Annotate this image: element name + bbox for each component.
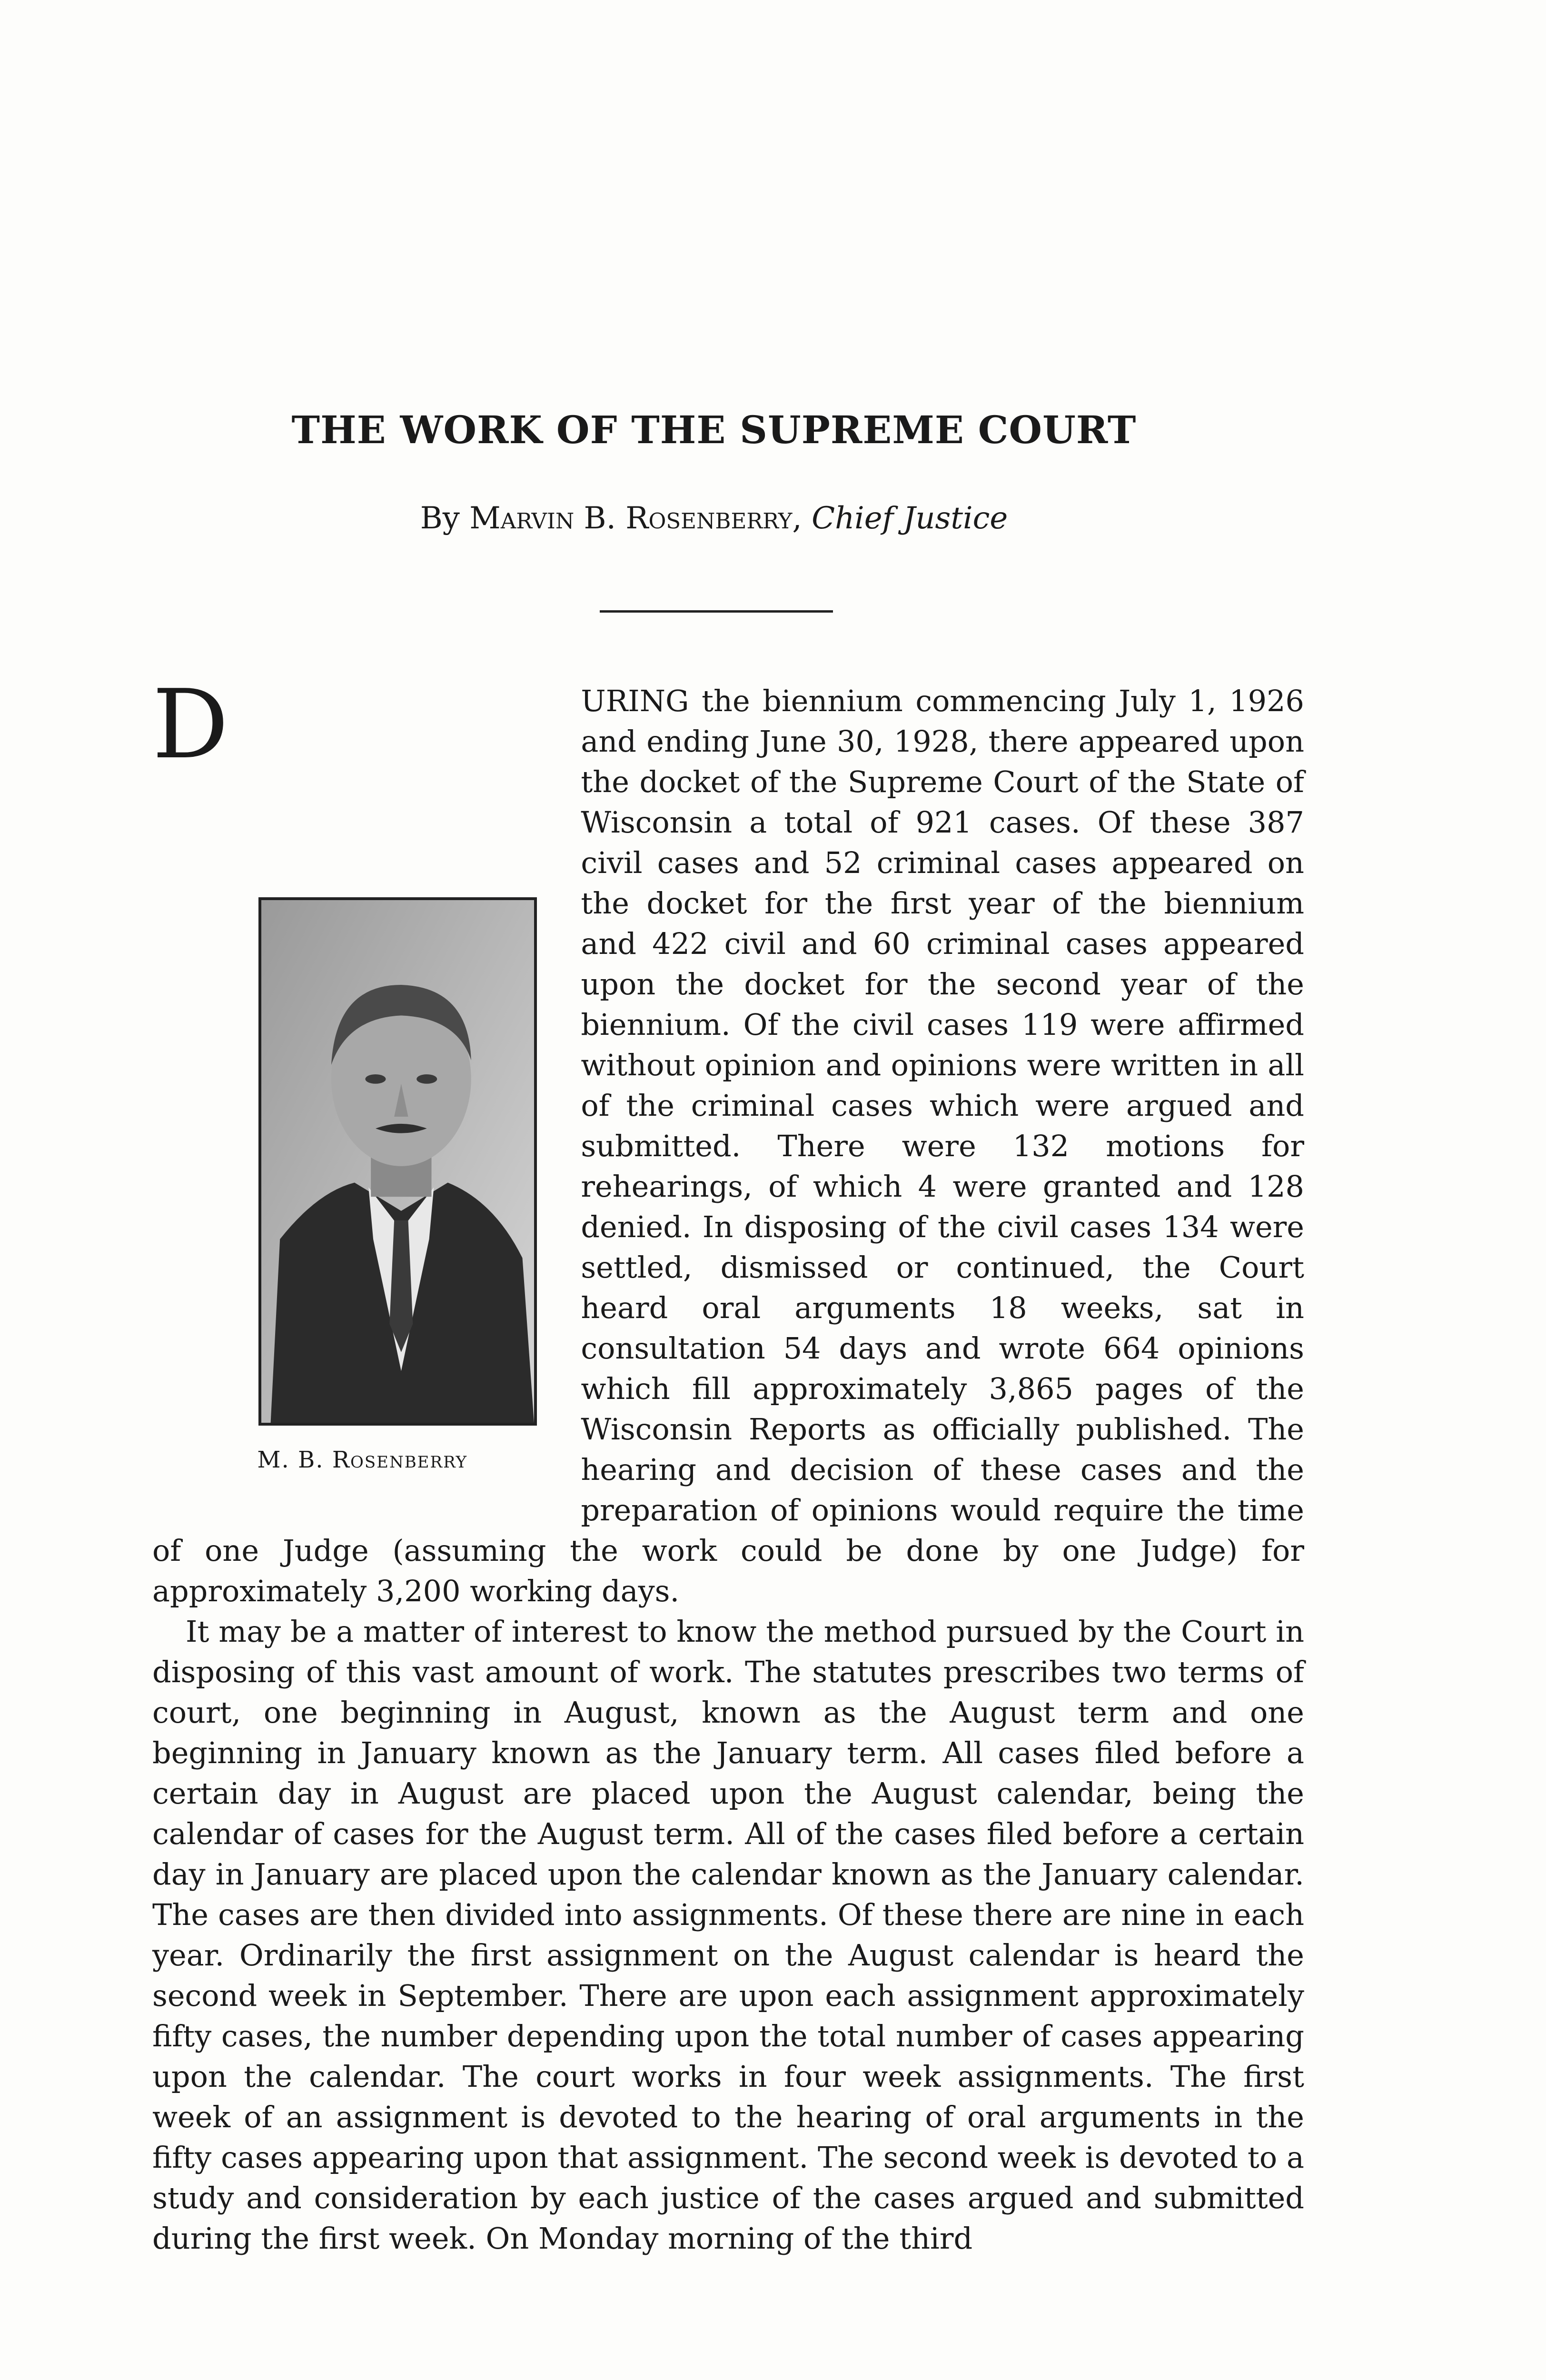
portrait-figure xyxy=(248,897,547,1490)
portrait-image xyxy=(261,900,534,1423)
portrait-photo xyxy=(258,897,537,1426)
portrait-caption: M. B. Rosenberry xyxy=(257,1447,468,1473)
paragraph-1-text: URING the biennium commencing July 1, 1926 and ending June 30, 1928, there appeared upon the docket of the Supreme Court of the State of Wisconsin a total of 921 cases. Of these 387 civil cases and 52 criminal cases appeared on the docket for the first year of the biennium and 422 civil and 60 criminal cases appeared upon the docket for the second year of the biennium. Of the civil cases 119 were affirmed without opinion and opinions were written in all of the criminal cases which were argued and submitted. There were 132 motions for rehearings, of which 4 were granted and 128 denied. In disposing of the civil cases 134 were settled, dismissed or continued, the Court heard oral arguments 18 weeks, sat in consultation 54 days and wrote 664 opinions which fill approximately 3,865 pages of the Wisconsin Reports as officially published. The hearing and decision of these cases and the preparation of opinions would require the time of one Judge (assuming the work could be done by one Judge) for approximately 3,200 working days. xyxy=(152,684,1304,1608)
byline xyxy=(0,501,1428,536)
title-divider xyxy=(600,610,833,613)
article-title: THE WORK OF THE SUPREME COURT xyxy=(291,407,1137,452)
drop-cap: D xyxy=(152,669,229,780)
byline-role: Chief Justice xyxy=(812,501,1008,536)
paragraph-2: It may be a matter of interest to know the method pursued by the Court in disposing of this vast amount of work. The statutes prescribes two terms of court, one beginning in August, known as the August term and one beginning in January known as the January term. All cases filed before a certain day in August are placed upon the August calendar, being the calendar of cases for the August term. All of the cases filed before a certain day in January are placed upon the calendar known as the January calendar. The cases are then divided into assignments. Of these there are nine in each year. Ordinarily the first assignment on the August calendar is heard the second week in September. There are upon each assignment approximately fifty cases, the number depending upon the total number of cases appearing upon the calendar. The court works in four week assignments. The first week of an assignment is devoted to the hearing of oral arguments in the fifty cases appearing upon that assignment. The second week is devoted to a study and consideration by each justice of the cases argued and submitted during the first week. On Monday morning of the third xyxy=(152,1614,1304,2256)
byline-author: Marvin B. Rosenberry, xyxy=(469,501,802,536)
article-body xyxy=(152,669,1304,2259)
byline-prefix: By xyxy=(420,501,460,536)
